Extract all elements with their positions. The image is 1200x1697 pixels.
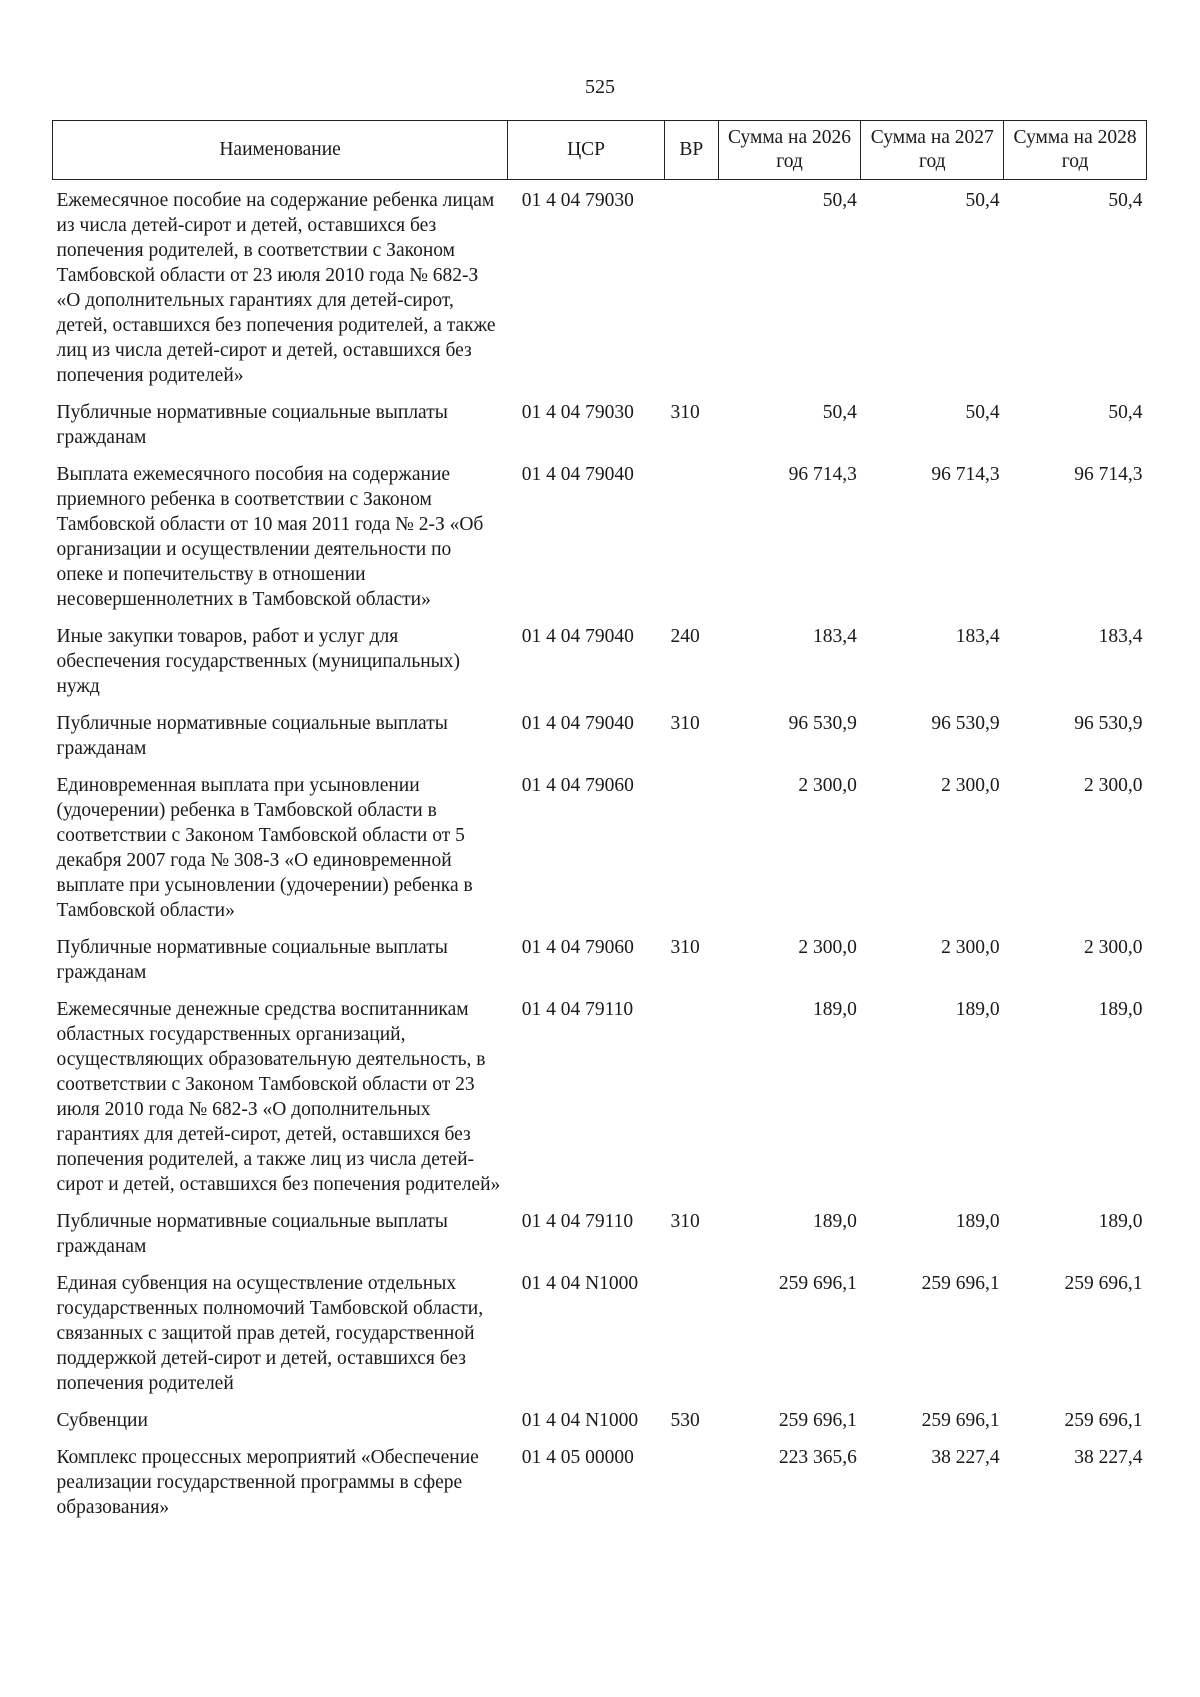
cell-sum-2027: 2 300,0 [941, 937, 1000, 958]
table-row [53, 1209, 1147, 1271]
table-row [53, 462, 1147, 624]
table-row [53, 1408, 1147, 1445]
table-row [53, 180, 1147, 401]
table-header [53, 121, 1147, 180]
cell-csr: 01 4 04 79030 [521, 190, 634, 211]
cell-name: Публичные нормативные социальные выплаты гражданам [56, 713, 448, 759]
cell-sum-2026: 189,0 [813, 1211, 857, 1232]
cell-vr: 310 [670, 402, 700, 423]
cell-sum-2028: 38 227,4 [1074, 1447, 1143, 1468]
table-row [53, 400, 1147, 462]
cell-name: Единая субвенция на осуществление отдельных государственных полномочий Тамбовской области, связанных с защитой прав детей, государственной поддержкой детей-сирот и детей, оставшихся без попечения родителей [56, 1273, 484, 1394]
cell-sum-2026: 96 530,9 [788, 713, 857, 734]
table-row [53, 1445, 1147, 1532]
cell-vr [664, 462, 718, 624]
cell-sum-2028: 259 696,1 [1064, 1410, 1143, 1431]
budget-table [52, 120, 1147, 1532]
cell-vr [664, 1271, 718, 1408]
cell-sum-2028: 183,4 [1098, 626, 1143, 647]
cell-sum-2027: 189,0 [955, 999, 1000, 1020]
header-row [53, 121, 1147, 180]
cell-csr: 01 4 04 N1000 [521, 1273, 639, 1294]
cell-name: Иные закупки товаров, работ и услуг для обеспечения государственных (муниципальных) нужд [56, 626, 461, 697]
cell-sum-2027: 183,4 [955, 626, 1000, 647]
cell-sum-2028: 2 300,0 [1084, 937, 1143, 958]
cell-sum-2028: 50,4 [1108, 190, 1143, 211]
cell-sum-2028: 189,0 [1098, 1211, 1143, 1232]
cell-vr [664, 1445, 718, 1532]
cell-vr [664, 997, 718, 1209]
cell-vr: 240 [670, 626, 700, 647]
cell-csr: 01 4 05 00000 [521, 1447, 634, 1468]
header-sum-2026: Сумма на 2026 год [718, 121, 861, 180]
cell-csr: 01 4 04 79040 [521, 464, 634, 485]
cell-sum-2028: 2 300,0 [1084, 775, 1143, 796]
cell-csr: 01 4 04 79110 [521, 1211, 634, 1232]
cell-name: Выплата ежемесячного пособия на содержание приемного ребенка в соответствии с Законом Тамбовской области от 10 мая 2011 года № 2-З «Об организации и осуществлении деятельности по опеке и попечительству в отношении несовершеннолетних в Тамбовской области» [56, 464, 484, 610]
cell-vr [664, 180, 718, 401]
cell-csr: 01 4 04 79060 [521, 775, 634, 796]
cell-name: Ежемесячное пособие на содержание ребенка лицам из числа детей-сирот и детей, оставшихся без попечения родителей, в соответствии с Законом Тамбовской области от 23 июля 2010 года № 682-З «О дополнительных гарантиях для детей-сирот, детей, оставшихся без попечения родителей, а также лиц из числа детей-сирот и детей, оставшихся без попечения родителей» [56, 190, 496, 386]
cell-sum-2027: 2 300,0 [941, 775, 1000, 796]
cell-csr: 01 4 04 79040 [521, 713, 634, 734]
cell-sum-2026: 259 696,1 [778, 1273, 857, 1294]
cell-vr [664, 773, 718, 935]
cell-sum-2026: 2 300,0 [798, 775, 857, 796]
cell-name: Единовременная выплата при усыновлении (удочерении) ребенка в Тамбовской области в соответствии с Законом Тамбовской области от 5 декабря 2007 года № 308-З «О единовременной выплате при усыновлении (удочерении) ребенка в Тамбовской области» [56, 775, 473, 921]
cell-csr: 01 4 04 N1000 [521, 1410, 639, 1431]
cell-csr: 01 4 04 79040 [521, 626, 634, 647]
table-row [53, 711, 1147, 773]
header-name: Наименование [53, 121, 508, 180]
page-number: 525 [585, 76, 615, 98]
cell-sum-2027: 259 696,1 [921, 1273, 1000, 1294]
cell-name: Ежемесячные денежные средства воспитанникам областных государственных организаций, осуществляющих образовательную деятельность, в соответствии с Законом Тамбовской области от 23 июля 2010 года № 682-З «О дополнительных гарантиях для детей-сирот, детей, оставшихся без попечения родителей, а также лиц из числа детей-сирот и детей, оставшихся без попечения родителей» [56, 999, 501, 1195]
cell-name: Субвенции [56, 1410, 148, 1431]
cell-sum-2028: 189,0 [1098, 999, 1143, 1020]
cell-sum-2028: 96 714,3 [1074, 464, 1143, 485]
cell-sum-2026: 223 365,6 [778, 1447, 857, 1468]
cell-vr: 310 [670, 1211, 700, 1232]
cell-sum-2026: 189,0 [813, 999, 857, 1020]
table-row [53, 997, 1147, 1209]
cell-name: Публичные нормативные социальные выплаты гражданам [56, 937, 448, 983]
cell-sum-2028: 259 696,1 [1064, 1273, 1143, 1294]
cell-name: Публичные нормативные социальные выплаты гражданам [56, 402, 448, 448]
header-sum-2027: Сумма на 2027 год [861, 121, 1004, 180]
header-sum-2028: Сумма на 2028 год [1004, 121, 1147, 180]
cell-vr: 310 [670, 937, 700, 958]
table-row [53, 773, 1147, 935]
cell-sum-2027: 50,4 [965, 402, 1000, 423]
cell-sum-2026: 259 696,1 [778, 1410, 857, 1431]
table-body [53, 180, 1147, 1533]
cell-sum-2027: 38 227,4 [931, 1447, 1000, 1468]
cell-sum-2027: 259 696,1 [921, 1410, 1000, 1431]
cell-sum-2027: 96 530,9 [931, 713, 1000, 734]
header-csr: ЦСР [508, 121, 665, 180]
cell-sum-2026: 183,4 [813, 626, 857, 647]
cell-name: Публичные нормативные социальные выплаты гражданам [56, 1211, 448, 1257]
cell-csr: 01 4 04 79060 [521, 937, 634, 958]
cell-sum-2026: 50,4 [822, 402, 857, 423]
cell-csr: 01 4 04 79110 [521, 999, 634, 1020]
header-vr: ВР [664, 121, 718, 180]
cell-sum-2028: 50,4 [1108, 402, 1143, 423]
cell-vr: 310 [670, 713, 700, 734]
cell-sum-2026: 2 300,0 [798, 937, 857, 958]
cell-vr: 530 [670, 1410, 700, 1431]
table-row [53, 935, 1147, 997]
cell-sum-2027: 96 714,3 [931, 464, 1000, 485]
cell-sum-2026: 50,4 [822, 190, 857, 211]
cell-sum-2028: 96 530,9 [1074, 713, 1143, 734]
cell-csr: 01 4 04 79030 [521, 402, 634, 423]
table-row [53, 624, 1147, 711]
cell-sum-2027: 50,4 [965, 190, 1000, 211]
table-row [53, 1271, 1147, 1408]
cell-sum-2027: 189,0 [955, 1211, 1000, 1232]
cell-name: Комплекс процессных мероприятий «Обеспечение реализации государственной программы в сфере образования» [56, 1447, 479, 1518]
cell-sum-2026: 96 714,3 [788, 464, 857, 485]
